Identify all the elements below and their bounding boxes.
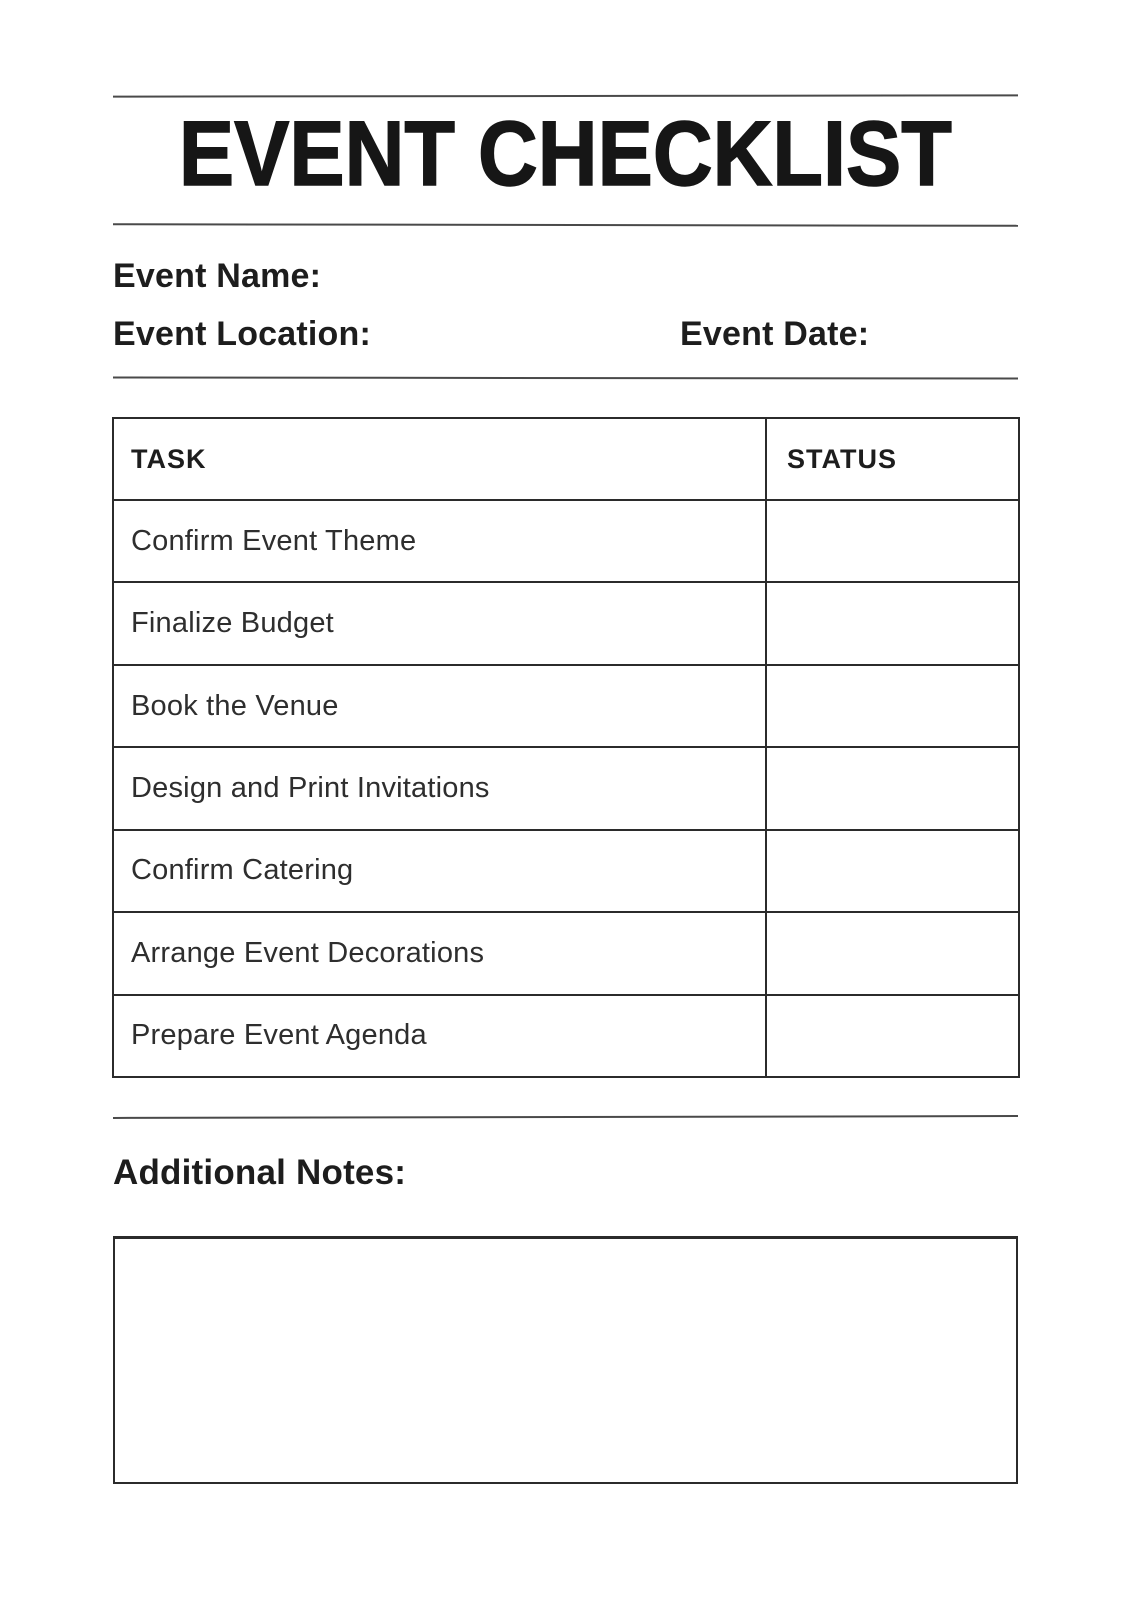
status-cell[interactable]: [766, 912, 1019, 994]
task-cell: Confirm Catering: [113, 830, 766, 912]
page-title-text: EVENT CHECKLIST: [179, 103, 952, 205]
table-row: [113, 747, 1019, 829]
task-cell: Finalize Budget: [113, 582, 766, 664]
additional-notes-label: Additional Notes:: [113, 1153, 407, 1192]
page-title: [113, 103, 1018, 205]
task-column-header: TASK: [113, 418, 766, 500]
event-name-value[interactable]: [321, 253, 501, 287]
event-location-field: [113, 311, 551, 353]
divider-line-below-table: [113, 1115, 1018, 1119]
additional-notes-box[interactable]: [113, 1236, 1018, 1484]
checklist-table: [112, 417, 1020, 1078]
divider-line-below-fields: [113, 377, 1018, 380]
status-column-header: STATUS: [766, 418, 1019, 500]
event-date-value[interactable]: [869, 311, 1049, 345]
status-cell[interactable]: [766, 500, 1019, 582]
event-date-field: [680, 311, 1049, 353]
status-cell[interactable]: [766, 665, 1019, 747]
table-row: [113, 995, 1019, 1077]
task-cell: Prepare Event Agenda: [113, 995, 766, 1077]
divider-line-below-title: [113, 223, 1018, 227]
table-row: [113, 912, 1019, 994]
table-row: [113, 500, 1019, 582]
event-name-field: [113, 253, 501, 295]
event-location-value[interactable]: [371, 311, 551, 345]
status-cell[interactable]: [766, 582, 1019, 664]
table-row: [113, 830, 1019, 912]
task-cell: Book the Venue: [113, 665, 766, 747]
event-name-label: Event Name:: [113, 257, 322, 295]
event-date-label: Event Date:: [680, 315, 870, 353]
status-cell[interactable]: [766, 747, 1019, 829]
task-cell: Confirm Event Theme: [113, 500, 766, 582]
event-location-label: Event Location:: [113, 315, 372, 353]
task-cell: Arrange Event Decorations: [113, 912, 766, 994]
status-cell[interactable]: [766, 995, 1019, 1077]
divider-line-top: [113, 94, 1018, 97]
table-header-row: [113, 418, 1019, 500]
table-row: [113, 665, 1019, 747]
table-row: [113, 582, 1019, 664]
task-cell: Design and Print Invitations: [113, 747, 766, 829]
status-cell[interactable]: [766, 830, 1019, 912]
